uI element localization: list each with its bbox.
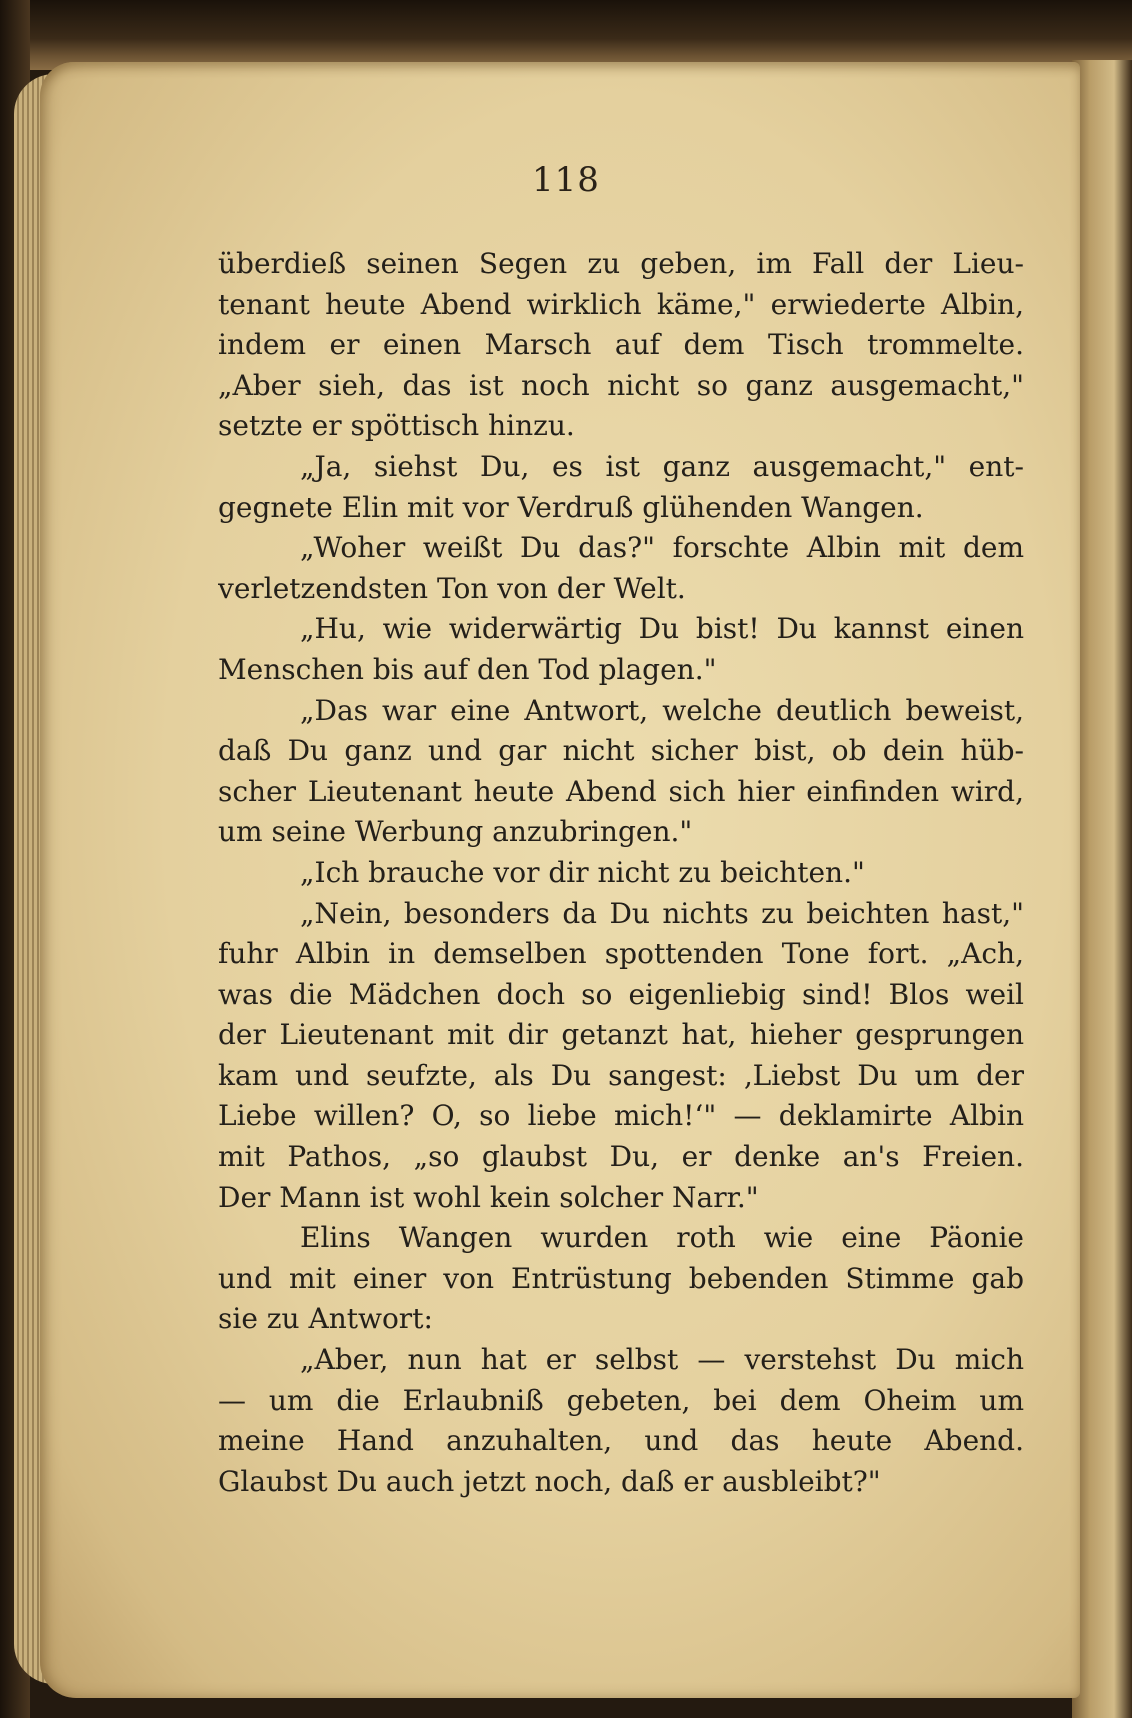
text-line: sie zu Antwort: [218,1302,433,1336]
text-line: „Das war eine Antwort, welche deutlich beweist, [300,693,1024,727]
text-line: und mit einer von Entrüstung bebenden Stimme gab [218,1261,1024,1295]
paragraph [218,853,1024,894]
text-line: was die Mädchen doch so eigenliebig sind! Blos weil [218,977,1024,1011]
page-number: 118 [532,160,600,200]
text-line: Glaubst Du auch jetzt noch, daß er ausbleibt?" [218,1464,881,1498]
next-page-edge [1072,60,1132,1718]
text-line: „Hu, wie widerwärtig Du bist! Du kannst einen [300,612,1024,646]
text-line: verletzendsten Ton von der Welt. [218,571,686,605]
text-line: „Aber sieh, das ist noch nicht so ganz ausgemacht," [218,368,1024,402]
text-line: Liebe willen? O, so liebe mich!‘" — deklamirte Albin [218,1099,1024,1133]
text-line: der Lieutenant mit dir getanzt hat, hieher gesprungen [218,1018,1024,1052]
paragraph [218,894,1024,1219]
text-line: kam und seufzte, als Du sangest: ‚Liebst Du um der [218,1058,1024,1092]
text-line: Der Mann ist wohl kein solcher Narr." [218,1180,759,1214]
text-line: setzte er spöttisch hinzu. [218,409,575,443]
text-line: „Woher weißt Du das?" forschte Albin mit dem [300,531,1024,565]
paragraph [218,1340,1024,1502]
text-line: scher Lieutenant heute Abend sich hier einfinden wird, [218,774,1024,808]
paragraph [218,528,1024,609]
page-text-body [218,244,1024,1502]
text-line: — um die Erlaubniß gebeten, bei dem Oheim um [218,1383,1024,1417]
text-line: um seine Werbung anzubringen." [218,815,693,849]
paragraph [218,609,1024,690]
text-line: „Nein, besonders da Du nichts zu beichten hast," [300,896,1024,930]
text-line: meine Hand anzuhalten, und das heute Abend. [218,1424,1024,1458]
text-line: mit Pathos, „so glaubst Du, er denke an's Freien. [218,1140,1024,1174]
text-line: Elins Wangen wurden roth wie eine Päonie [300,1221,1024,1255]
text-line: überdieß seinen Segen zu geben, im Fall der Lieu- [218,247,1024,280]
text-line: „Ich brauche vor dir nicht zu beichten." [300,855,865,889]
text-line: gegnete Elin mit vor Verdruß glühenden Wangen. [218,490,924,524]
paragraph [218,447,1024,528]
text-line: daß Du ganz und gar nicht sicher bist, ob dein hüb- [218,734,1024,768]
text-line: indem er einen Marsch auf dem Tisch trommelte. [218,328,1024,362]
text-line: tenant heute Abend wirklich käme," erwiederte Albin, [218,287,1024,321]
paragraph [218,1218,1024,1340]
book-binding-edge [0,0,1132,70]
paragraph [218,691,1024,853]
paragraph [218,244,1024,447]
text-line: Menschen bis auf den Tod plagen." [218,652,717,686]
text-line: „Ja, siehst Du, es ist ganz ausgemacht," ent- [300,449,1024,483]
text-line: fuhr Albin in demselben spottenden Tone fort. „Ach, [218,937,1024,971]
text-line: „Aber, nun hat er selbst — verstehst Du mich [300,1343,1024,1377]
